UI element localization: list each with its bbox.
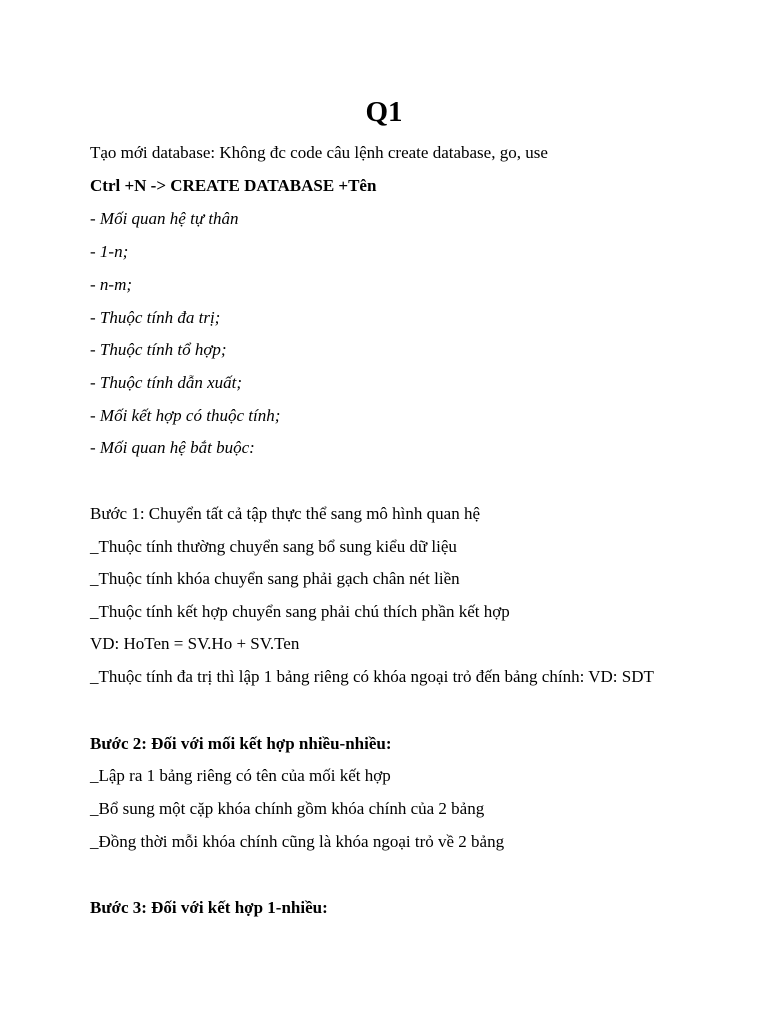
step2-line: _Đồng thời mỗi khóa chính cũng là khóa ngoại trỏ về 2 bảng bbox=[90, 832, 505, 851]
page-title: Q1 bbox=[365, 96, 403, 128]
relation-item: - Mối quan hệ tự thân bbox=[90, 209, 239, 228]
step1-heading: Bước 1: Chuyển tất cả tập thực thể sang mô hình quan hệ bbox=[90, 504, 480, 523]
relation-item: - n-m; bbox=[90, 275, 133, 294]
step3-heading: Bước 3: Đối với kết hợp 1-nhiều: bbox=[90, 898, 328, 917]
shortcut-text: Ctrl +N -> CREATE DATABASE +Tên bbox=[90, 176, 377, 195]
relation-item: - Thuộc tính tổ hợp; bbox=[90, 340, 227, 359]
relation-item: - Mối kết hợp có thuộc tính; bbox=[90, 406, 281, 425]
relation-item: - Mối quan hệ bắt buộc: bbox=[90, 438, 255, 457]
intro-text: Tạo mới database: Không đc code câu lệnh create database, go, use bbox=[90, 143, 548, 162]
step1-line: _Thuộc tính kết hợp chuyển sang phải chú thích phần kết hợp bbox=[90, 602, 510, 621]
step1-line: _Thuộc tính đa trị thì lập 1 bảng riêng có khóa ngoại trỏ đến bảng chính: VD: SDT bbox=[90, 667, 654, 686]
step2-line: _Bổ sung một cặp khóa chính gồm khóa chính của 2 bảng bbox=[90, 799, 485, 818]
step2-line: _Lập ra 1 bảng riêng có tên của mối kết hợp bbox=[90, 766, 391, 785]
step1-line: VD: HoTen = SV.Ho + SV.Ten bbox=[90, 634, 300, 653]
step2-heading: Bước 2: Đối với mối kết hợp nhiều-nhiều: bbox=[90, 734, 392, 753]
relation-item: - 1-n; bbox=[90, 242, 129, 261]
relation-item: - Thuộc tính dẫn xuất; bbox=[90, 373, 243, 392]
step1-line: _Thuộc tính khóa chuyển sang phải gạch chân nét liền bbox=[90, 569, 460, 588]
relation-item: - Thuộc tính đa trị; bbox=[90, 308, 221, 327]
step1-line: _Thuộc tính thường chuyển sang bổ sung kiểu dữ liệu bbox=[90, 537, 457, 556]
